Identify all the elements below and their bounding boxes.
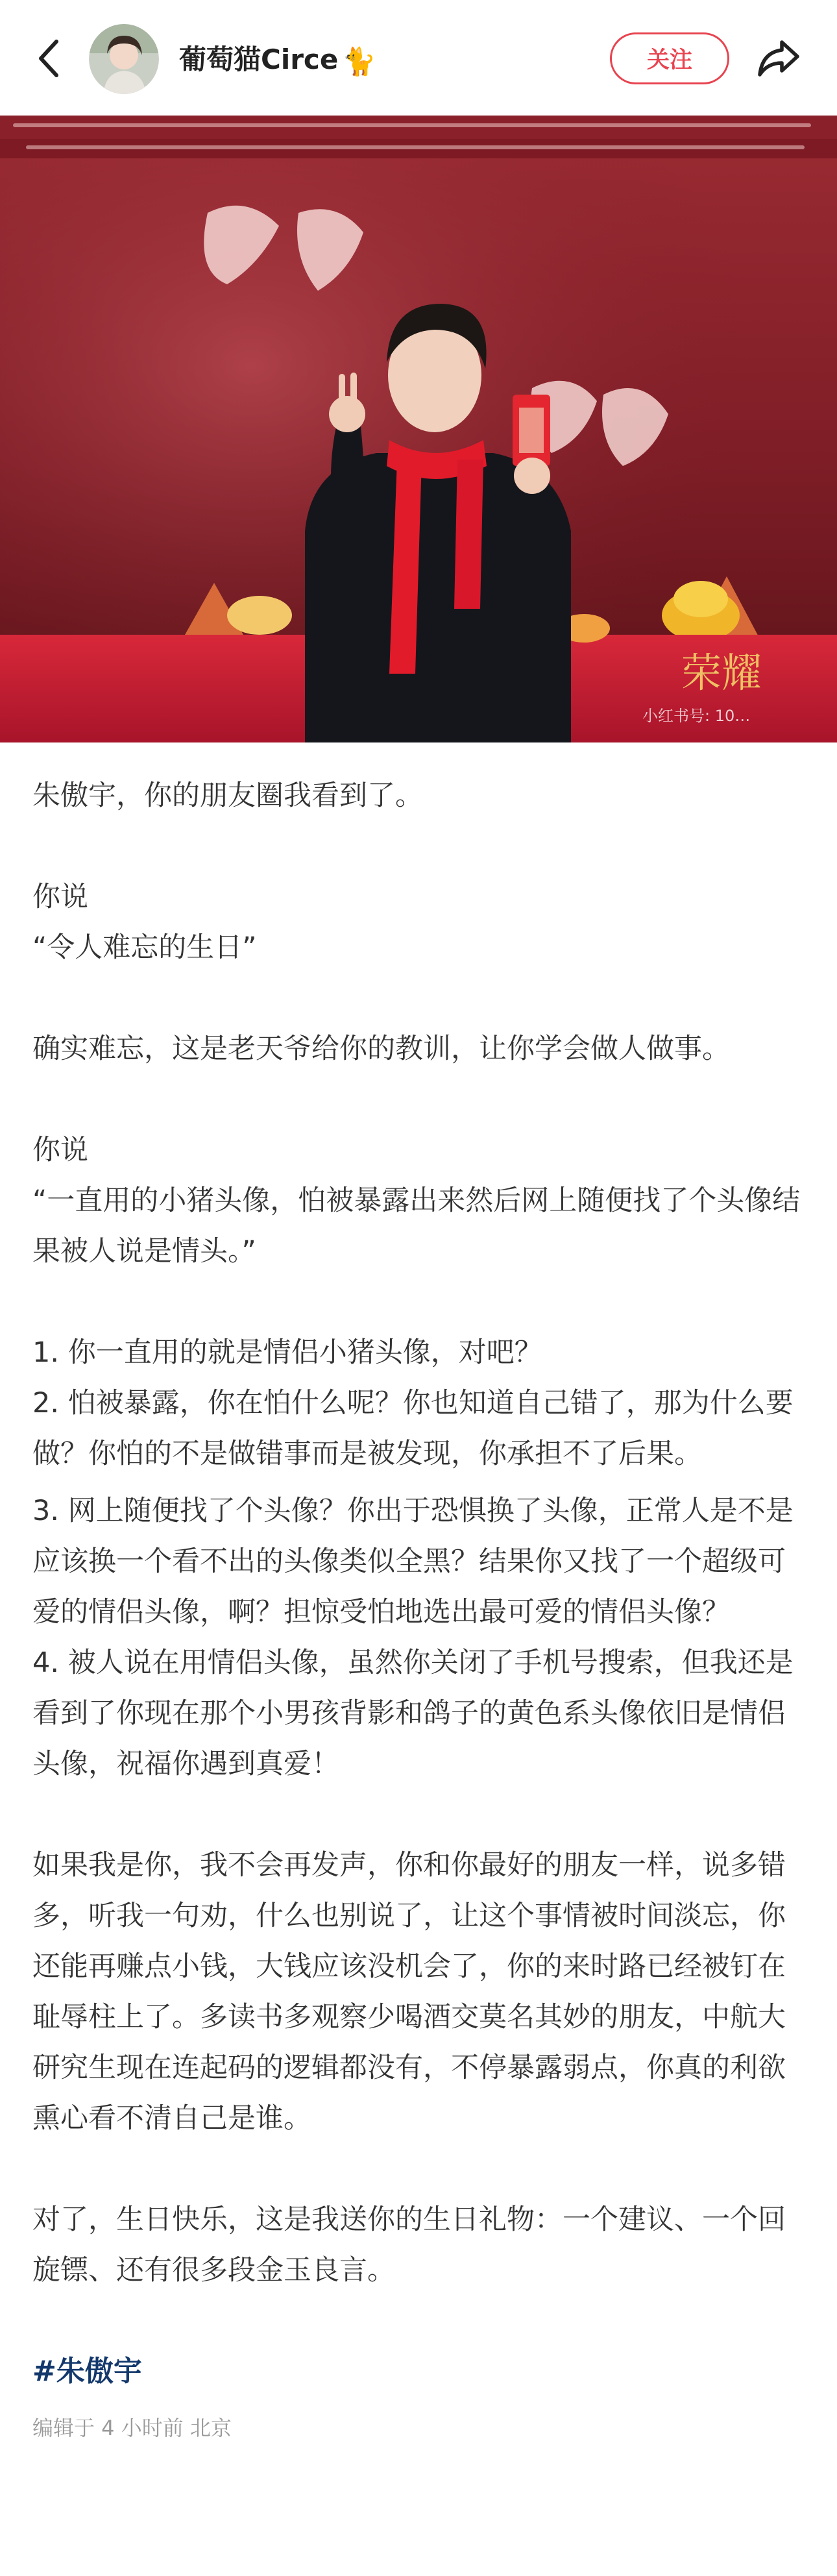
top-bar	[0, 0, 837, 116]
paragraph-1: 朱傲宇，你的朋友圈我看到了。	[32, 779, 423, 812]
list-item-4: 4. 被人说在用情侣头像，虽然你关闭了手机号搜索，但我还是看到了你现在那个小男孩背影和鸽子的黄色系头像依旧是情侣头像，祝福你遇到真爱！	[32, 1647, 794, 1780]
list-item-3: 3. 网上随便找了个头像？你出于恐惧换了头像，正常人是不是应该换一个看不出的头像类似全黑？结果你又找了一个超级可爱的情侣头像，啊？担惊受怕地选出最可爱的情侣头像？	[32, 1495, 794, 1628]
author-name-text: 葡萄猫Circe	[179, 43, 339, 75]
paragraph-5: 如果我是你，我不会再发声，你和你最好的朋友一样，说多错多，听我一句劝，什么也别说了，让这个事情被时间淡忘，你还能再赚点小钱，大钱应该没机会了，你的来时路已经被钉在耻辱柱上了。多读书多观察少喝酒交莫名其妙的朋友，中航大研究生现在连起码的逻辑都没有，不停暴露弱点，你真的利欲熏心看不清自己是谁。	[32, 1849, 786, 2135]
paragraph-2-lead: 你说	[32, 881, 88, 913]
follow-button[interactable]: 关注	[610, 32, 729, 84]
back-button[interactable]	[26, 34, 71, 83]
svg-text:荣耀: 荣耀	[681, 649, 762, 696]
cat-emoji-icon: 🐈	[342, 45, 376, 77]
post-photo[interactable]	[0, 116, 837, 742]
paragraph-2-quote: “令人难忘的生日”	[32, 931, 257, 964]
author-avatar[interactable]	[89, 24, 159, 94]
list-item-1: 1. 你一直用的就是情侣小猪头像，对吧？	[32, 1336, 542, 1369]
photo-watermark-id: 小红书号: 10…	[642, 707, 751, 725]
hashtag-link[interactable]: #朱傲宇	[32, 2355, 142, 2388]
share-button[interactable]	[753, 34, 805, 83]
chevron-left-icon	[36, 38, 62, 79]
list-item-2: 2. 怕被暴露，你在怕什么呢？你也知道自己错了，那为什么要做？你怕的不是做错事而是被发现，你承担不了后果。	[32, 1387, 794, 1470]
author-name[interactable]	[179, 40, 376, 79]
share-arrow-icon	[756, 38, 801, 79]
post-body	[0, 742, 837, 2442]
post-meta: 编辑于 4 小时前 北京	[32, 2416, 232, 2440]
paragraph-3: 确实难忘，这是老天爷给你的教训，让你学会做人做事。	[32, 1033, 730, 1065]
paragraph-4-quote: “一直用的小猪头像，怕被暴露出来然后网上随便找了个头像结果被人说是情头。”	[32, 1184, 801, 1268]
paragraph-6: 对了，生日快乐，这是我送你的生日礼物：一个建议、一个回旋镖、还有很多段金玉良言。	[32, 2203, 786, 2287]
event-photo-illustration	[0, 116, 837, 742]
paragraph-4-lead: 你说	[32, 1134, 88, 1166]
